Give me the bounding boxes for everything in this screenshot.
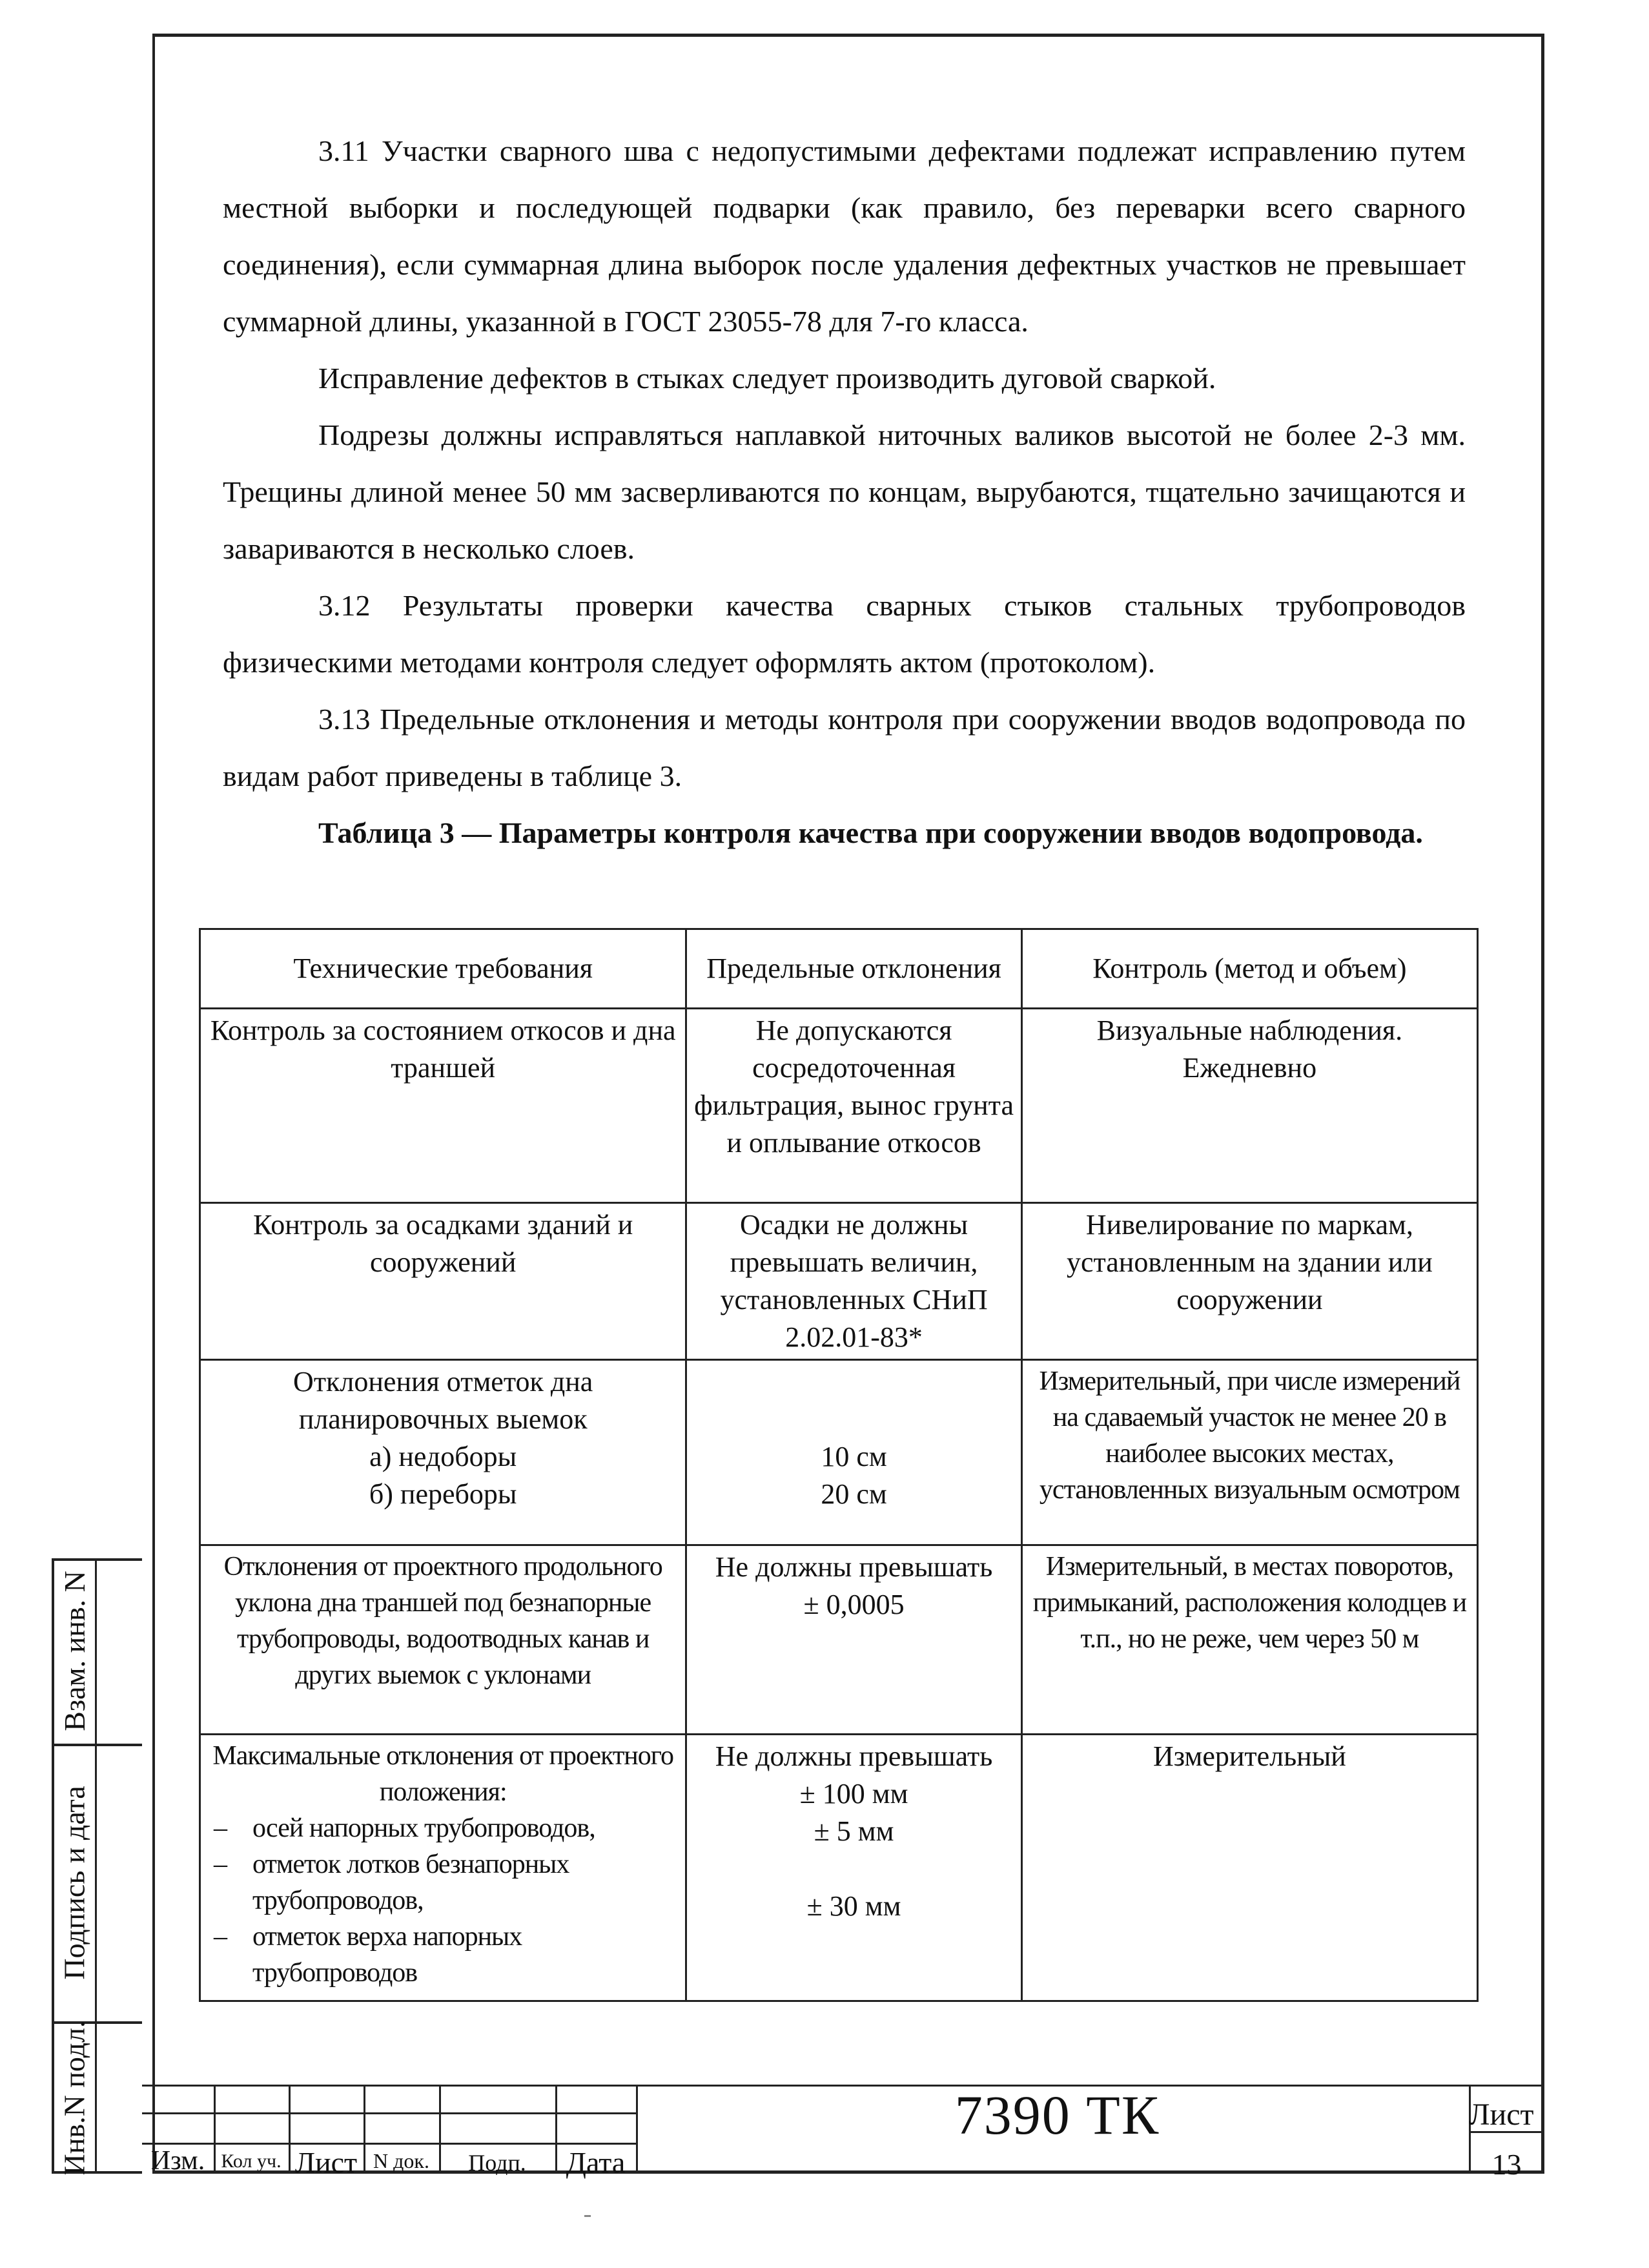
requirement-list (207, 1810, 679, 1991)
header-deviations: Предельные отклонения (686, 929, 1021, 1009)
paragraph-undercuts: Подрезы должны исправляться наплавкой ниточных валиков высотой не более 2-3 мм. Трещины длиной менее 50 мм засверливаются по концам, вырубаются, тщательно зачищаются и завариваются в несколько слоев. (223, 418, 1466, 565)
paragraph-3-12: 3.12 Результаты проверки качества сварных стыков стальных трубопроводов физическими методами контроля следует оформлять актом (протоколом). (223, 589, 1466, 679)
table-header-row (200, 929, 1478, 1009)
requirement-item-b: б) переборы (369, 1478, 517, 1510)
cell-control: Измерительный, в местах поворотов, примыканий, расположения колодцев и т.п., но не реже, чем через 50 м (1021, 1545, 1477, 1735)
cell-control: Визуальные наблюдения. Ежедневно (1021, 1009, 1477, 1203)
sheet-label: Лист (1469, 2098, 1534, 2132)
paragraph-arc-welding: Исправление дефектов в стыках следует производить дуговой сваркой. (318, 362, 1216, 395)
spacer (693, 1850, 1014, 1888)
deviation-value: ± 0,0005 (803, 1589, 905, 1620)
document-code: 7390 ТК (954, 2084, 1160, 2146)
header-requirements: Технические требования (200, 929, 686, 1009)
side-label-inventory: Инв.N подл. (57, 2020, 91, 2175)
cell-requirement: Отклонения от проектного продольного уклона дна траншей под безнапорные трубопроводы, водоотводных канав и других выемок с уклонами (200, 1545, 686, 1735)
sheet-number: 13 (1491, 2148, 1522, 2181)
cell-deviation: Не допускаются сосредоточенная фильтрация, вынос грунта и оплывание откосов (686, 1009, 1021, 1203)
cell-control: Измерительный, при числе измерений на сдаваемый участок не менее 20 в наиболее высоких местах, установленных визуальным осмотром (1021, 1360, 1477, 1545)
title-col-data: Дата (566, 2146, 626, 2179)
list-item: – осей напорных трубопроводов, (207, 1810, 679, 1846)
title-col-n-dok: N док. (373, 2149, 429, 2172)
cell-deviation: Осадки не должны превышать величин, установленных СНиП 2.02.01-83* (686, 1203, 1021, 1360)
title-col-list: Лист (294, 2146, 358, 2179)
cell-control: Нивелирование по маркам, установленным на здании или сооружении (1021, 1203, 1477, 1360)
cell-requirement (200, 1360, 686, 1545)
deviation-value: ± 30 мм (806, 1890, 901, 1922)
title-col-izm: Изм. (150, 2146, 205, 2176)
side-label-vzam: Взам. инв. N (57, 1571, 91, 1731)
table-row (200, 1735, 1478, 2001)
cell-control: Измерительный (1021, 1735, 1477, 2001)
spacer (693, 1363, 1014, 1438)
requirement-text: Отклонения отметок дна планировочных выемок (293, 1366, 593, 1435)
table-row (200, 1360, 1478, 1545)
table-caption: Таблица 3 — Параметры контроля качества при сооружении вводов водопровода. (318, 816, 1423, 849)
list-item: – отметок лотков безнапорных трубопроводов, (207, 1846, 679, 1919)
deviation-text: Не должны превышать (715, 1551, 993, 1583)
paragraph-3-13: 3.13 Предельные отклонения и методы контроля при сооружении вводов водопровода по видам работ приведены в таблице 3. (223, 703, 1466, 792)
table-row (200, 1203, 1478, 1360)
deviation-text: Не должны превышать (715, 1740, 993, 1772)
cell-requirement: Контроль за состоянием откосов и дна траншей (200, 1009, 686, 1203)
requirement-text: Максимальные отклонения от проектного положения: (212, 1741, 673, 1807)
deviation-value-b: 20 см (821, 1478, 887, 1510)
cell-requirement (200, 1735, 686, 2001)
deviation-value: ± 5 мм (814, 1815, 894, 1847)
deviation-value: ± 100 мм (799, 1778, 908, 1809)
deviation-value-a: 10 см (821, 1441, 887, 1472)
quality-control-table (199, 928, 1479, 2002)
cell-deviation (686, 1360, 1021, 1545)
cell-requirement: Контроль за осадками зданий и сооружений (200, 1203, 686, 1360)
title-col-podp: Подп. (468, 2150, 526, 2176)
paragraph-3-11: 3.11 Участки сварного шва с недопустимыми дефектами подлежат исправлению путем местной выборки и последующей подварки (как правило, без переварки всего сварного соединения), если суммарная длина выборок после удаления дефектных участков не превышает суммарной длины, указанной в ГОСТ 23055-78 для 7-го класса. (223, 134, 1466, 338)
side-label-signature: Подпись и дата (57, 1785, 91, 1980)
cell-deviation (686, 1545, 1021, 1735)
title-col-kol-uch: Кол уч. (221, 2150, 282, 2172)
requirement-item-a: а) недоборы (369, 1441, 517, 1472)
list-item: – отметок верха напорных трубопроводов (207, 1919, 679, 1991)
cell-deviation (686, 1735, 1021, 2001)
header-control: Контроль (метод и объем) (1021, 929, 1477, 1009)
scan-speck (584, 2215, 591, 2217)
table-row (200, 1545, 1478, 1735)
table-row (200, 1009, 1478, 1203)
